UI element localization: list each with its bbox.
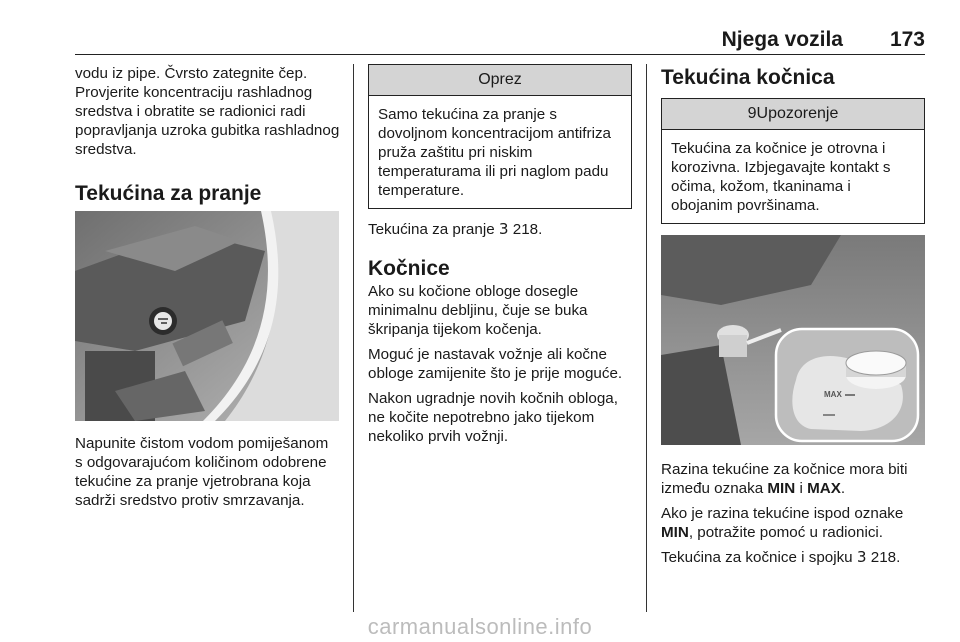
level-text-end: . [840,480,846,497]
min-label: MIN [767,480,796,497]
min-label-2: MIN [661,524,689,541]
level-text-and: i [799,480,803,497]
column-3 [661,64,925,224]
warning-triangle-icon: 9 [747,105,757,122]
column-2 [368,64,632,452]
warning-title: Upozorenje [756,105,839,122]
max-mark-label: MAX [824,390,842,399]
washer-fluid-heading: Tekućina za pranje [75,182,262,205]
washer-reservoir-illustration [75,211,339,421]
warning-box [661,98,925,224]
level-text-start: Razina tekućine za kočnice mora biti između oznaka [661,461,908,497]
warning-text: Tekućina za kočnice je otrovna i korozivna. Izbjegavajte kontakt s očima, kožom, tkaninama i obojanim površinama. [671,140,891,214]
page-reference-arrow-icon-2: 3 [856,548,867,566]
warning-title-bar [662,99,924,130]
washer-fluid-caption: Napunite čistom vodom pomiješanom s odgovarajućom količinom odobrene tekućine za pranje vjetrobrana koja sadrži sredstvo protiv smrzavanja. [75,435,329,509]
brakes-heading: Kočnice [368,257,450,280]
caution-text: Samo tekućina za pranje s dovoljnom koncentracijom antifriza pruža zaštitu pri niskim temperaturama ili pri naglom padu temperature. [378,106,611,199]
brakes-paragraph-2: Moguć je nastavak vožnje ali kočne obloge zamijenite što je prije moguće. [368,346,623,382]
column-3-lower [661,460,925,573]
caution-title: Oprez [369,65,631,96]
brake-reservoir-illustration [661,235,925,445]
brake-clutch-reference [661,548,925,567]
reference-text-2: Tekućina za kočnice i spojku [661,549,853,566]
column-1 [75,64,340,207]
brakes-paragraph-3: Nakon ugradnje novih kočnih obloga, ne kočite nepotrebno jako tijekom nekoliko prvih vožnji. [368,390,618,445]
brake-fluid-photo [661,235,925,445]
page-header [75,28,925,55]
page-number: 173 [889,28,925,51]
max-label: MAX [807,480,841,497]
column-divider-2 [646,64,647,612]
brakes-paragraph-1: Ako su kočione obloge dosegle minimalnu debljinu, čuje se buka škripanja tijekom kočenja. [368,283,588,338]
reference-text: Tekućina za pranje [368,221,495,238]
washer-fluid-photo [75,211,339,421]
column-1-lower [75,434,340,516]
reference-page: 218. [512,221,543,238]
page-reference-arrow-icon: 3 [498,220,509,238]
reference-page-2: 218. [870,549,901,566]
low-text-start: Ako je razina tekućine ispod oznake [661,505,904,522]
watermark: carmanualsonline.info [367,614,593,639]
low-text-end: , potražite pomoć u radionici. [688,524,884,541]
column-divider-1 [353,64,354,612]
washer-fluid-reference [368,220,632,239]
brake-fluid-low-text [661,504,925,542]
brake-fluid-heading: Tekućina kočnica [661,66,835,89]
caution-box [368,64,632,209]
section-title: Njega vozila [721,28,843,51]
coolant-continuation-text: vodu iz pipe. Čvrsto zategnite čep. Provjerite koncentraciju rashladnog sredstva i obratite se radionici radi popravljanja uzroka gubitka rashladnog sredstva. [75,65,340,158]
brake-fluid-level-text [661,460,925,498]
